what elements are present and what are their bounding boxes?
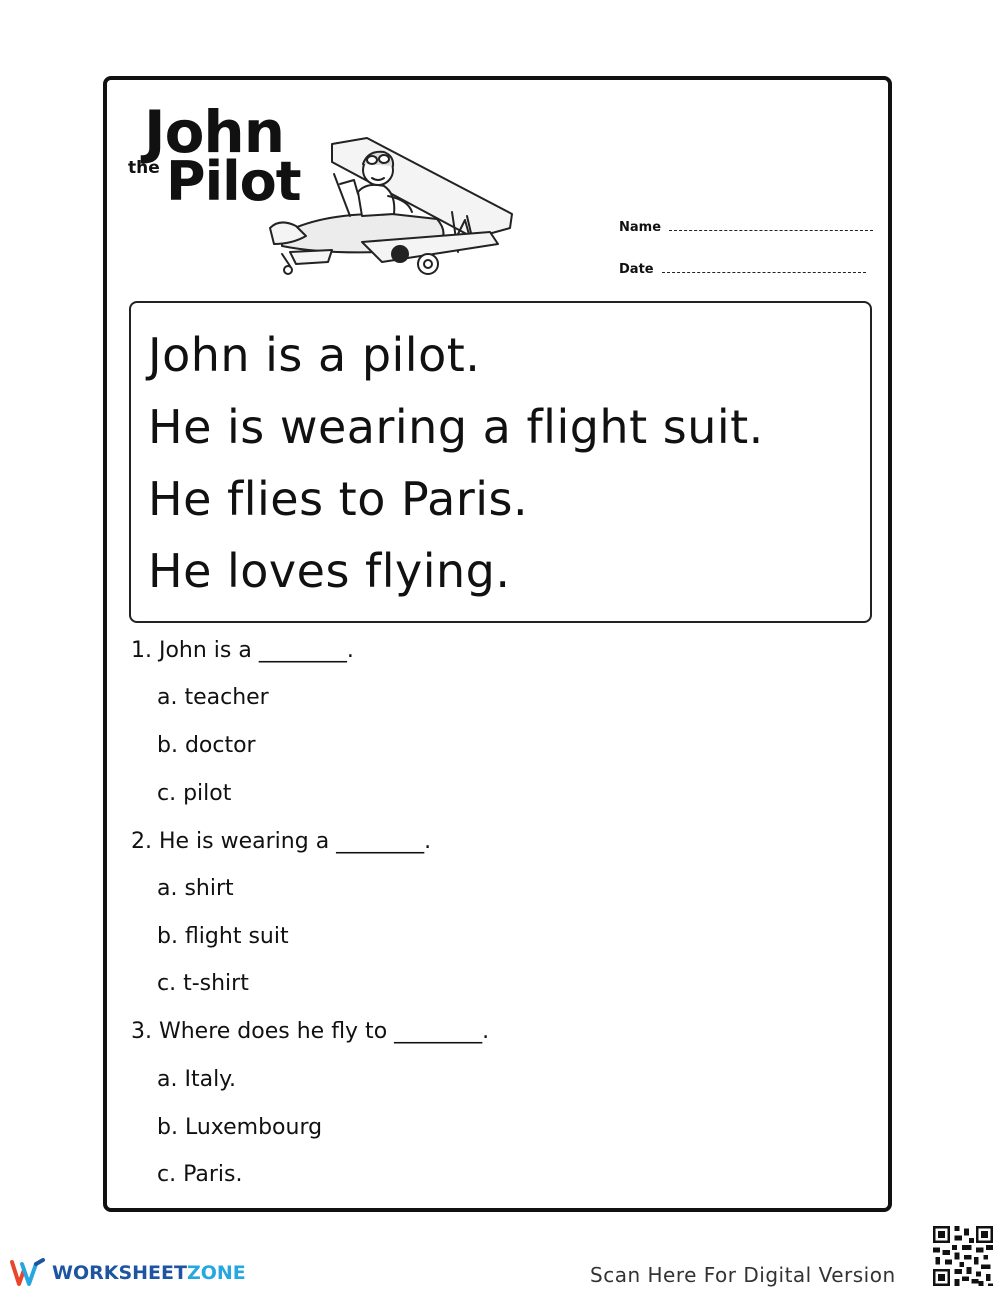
name-label: Name bbox=[619, 220, 662, 235]
question-1-option-a[interactable]: a. teacher bbox=[157, 685, 269, 710]
question-2-option-c[interactable]: c. t-shirt bbox=[157, 971, 249, 996]
story-line: He is wearing a flight suit. bbox=[148, 400, 764, 454]
brand-part-2: ZONE bbox=[186, 1262, 246, 1284]
question-1-option-b[interactable]: b. doctor bbox=[157, 733, 256, 758]
question-3-option-b[interactable]: b. Luxembourg bbox=[157, 1115, 323, 1140]
question-3-option-a[interactable]: a. Italy. bbox=[157, 1067, 237, 1092]
story-box bbox=[129, 301, 872, 623]
title-the: the bbox=[128, 158, 160, 178]
worksheet-zone-logo[interactable] bbox=[10, 1258, 246, 1288]
question-2-option-a[interactable]: a. shirt bbox=[157, 876, 234, 901]
question-2-option-b[interactable]: b. flight suit bbox=[157, 924, 289, 949]
qr-code-icon[interactable] bbox=[933, 1226, 993, 1286]
worksheet-zone-logo-icon bbox=[10, 1258, 46, 1288]
name-line[interactable] bbox=[669, 220, 873, 231]
question-3-option-c[interactable]: c. Paris. bbox=[157, 1162, 243, 1187]
question-1: 1. John is a ________. bbox=[131, 638, 354, 663]
date-line[interactable] bbox=[662, 262, 866, 273]
name-field[interactable] bbox=[619, 220, 873, 235]
date-label: Date bbox=[619, 262, 654, 277]
brand-part-1: WORKSHEET bbox=[52, 1262, 187, 1284]
scan-instruction: Scan Here For Digital Version bbox=[590, 1263, 896, 1287]
story-line: John is a pilot. bbox=[148, 328, 481, 382]
question-2: 2. He is wearing a ________. bbox=[131, 829, 432, 854]
title-pilot: Pilot bbox=[166, 150, 301, 213]
date-field[interactable] bbox=[619, 262, 866, 277]
question-3: 3. Where does he fly to ________. bbox=[131, 1019, 490, 1044]
brand-name bbox=[52, 1262, 246, 1284]
story-line: He loves flying. bbox=[148, 544, 511, 598]
question-1-option-c[interactable]: c. pilot bbox=[157, 781, 232, 806]
story-line: He flies to Paris. bbox=[148, 472, 529, 526]
airplane-pilot-illustration bbox=[262, 134, 524, 282]
title-john: John bbox=[144, 98, 285, 166]
